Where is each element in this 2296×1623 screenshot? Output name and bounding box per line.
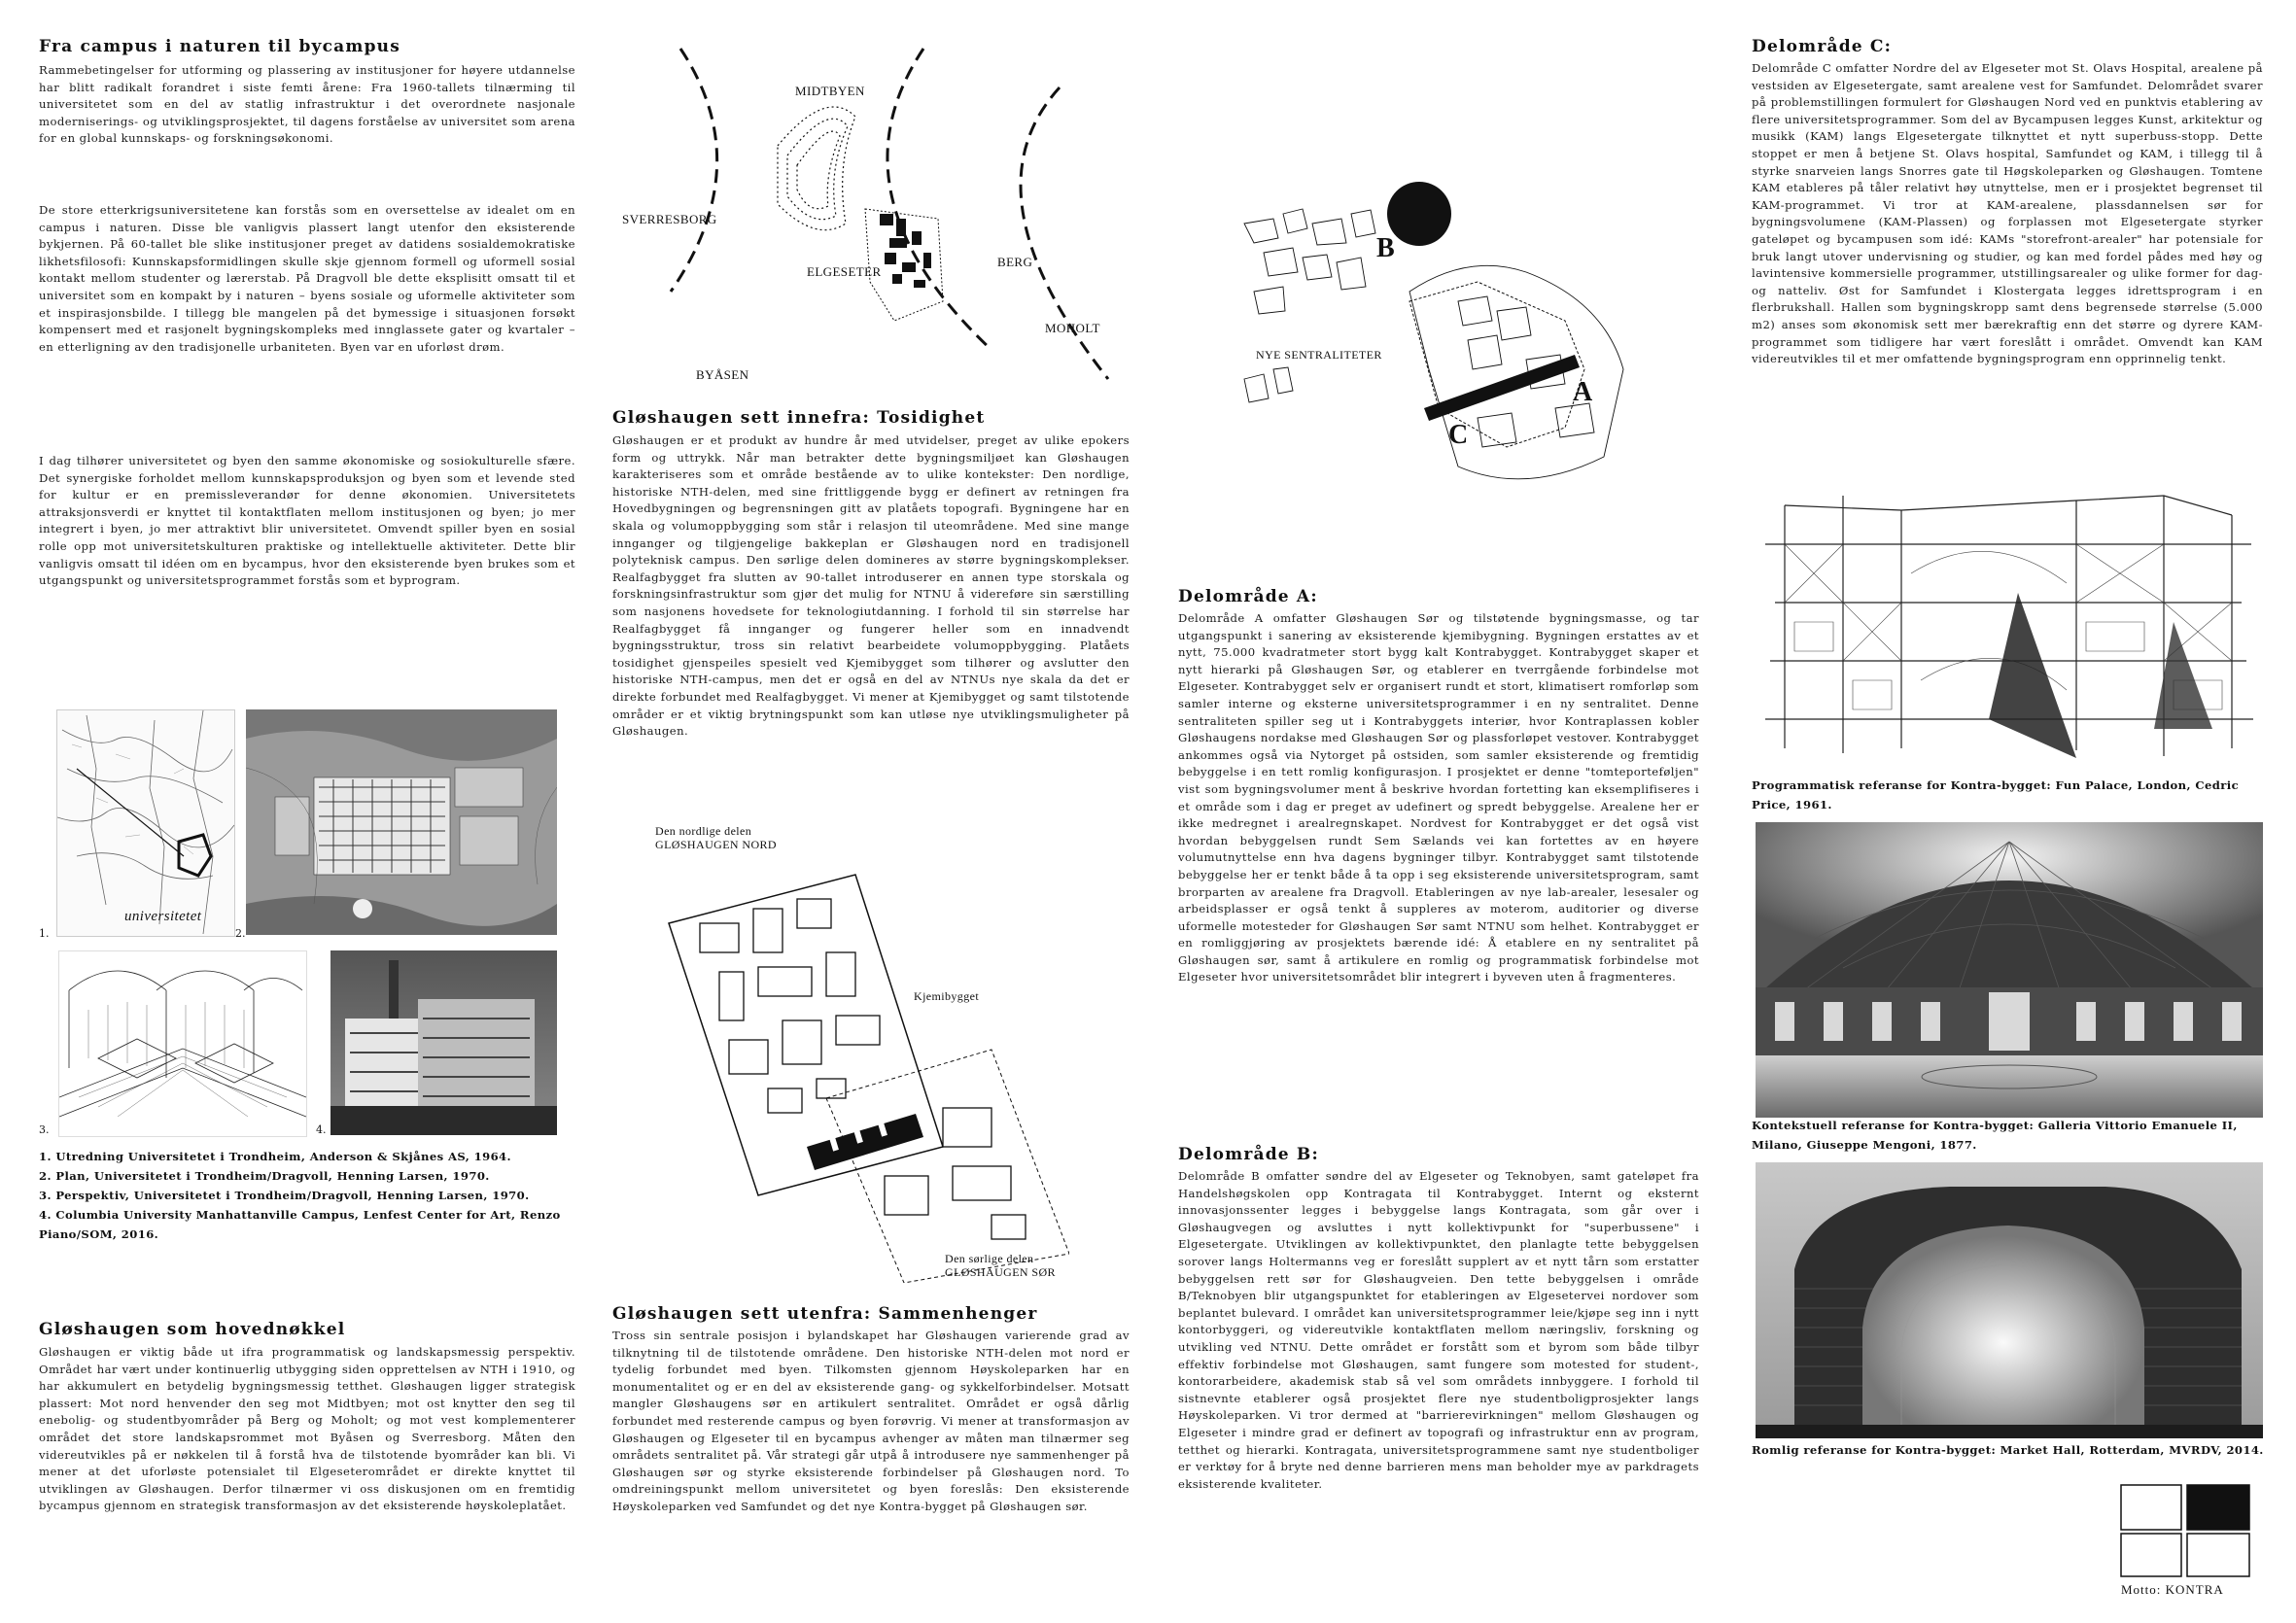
image-number: 2. bbox=[235, 927, 246, 940]
reference-image-galleria bbox=[1756, 822, 2263, 1118]
caption-list bbox=[39, 1147, 583, 1244]
diagram-label-nye-sentraliteter: NYE SENTRALITETER bbox=[1256, 348, 1382, 362]
heading-tosidighet: Gløshaugen sett innefra: Tosidighet bbox=[612, 408, 986, 428]
paragraph: Delområde B omfatter søndre del av Elgeseter og Teknobyen, samt gateløpet fra Handelshøgskolen opp Kontragata til Kontrabygget. Internt og eksternt innovasjonssenter legges i bebyggelse langs Kontragata, som går over i Gløshaugvegen og avsluttes i nytt kollektivpunkt for "superbussene" i Elgesetergate. Utviklingen av kollektivpunktet, den planlagte tette bebyggelsen sorover langs Holtermanns veg er foreslått supplert av et nytt tårn som erstatter bebyggelsen rett sør for Gløshaugveien. Den tette bebyggelsen i område B/Teknobyen blir utgangspunktet for etableringen av Elgesetervei nordover som beplantet bulevard. I området kan universitetsprogrammer leie/kjøpe seg inn i nytt kontorbyggeri, og videreutvikle kontaktflaten mellom næringsliv, forskning og utvikling ved NTNU. Dette området er forstått som et byrom som både tilbyr effektiv forbindelse mot Gløshaugen, samt fungere som motested for student-, kontorarbeidere, akademisk stab så vel som områdets innbyggere. I forhold til sistnevnte etablerer også prosjektet flere nye studentboligprosjekter langs Høyskoleparken. Vi tror dermed at "barrierevirkningen" mellom Gløshaugen og Elgeseter i mindre grad er definert av topografi og infrastruktur enn av program, tetthet og hierarki. Kontragata, universitetsprogrammene samt nye studentboliger er verktøy for å bryte ned denne barrieren mens man beholder mye av parkdragets eksisterende kvaliteter. bbox=[1178, 1169, 1699, 1491]
reference-image-perspective bbox=[58, 950, 307, 1137]
plan-label-south: Den sørlige delen GLØSHAUGEN SØR bbox=[945, 1252, 1056, 1279]
paragraph: Rammebetingelser for utforming og plassering av institusjoner for høyere utdannelse har blitt radikalt forandret i siste femti årene: Fra 1960-tallets tilnærming til universitetet som en del av statlig infrastruktur i det overordnete nasjonale moderniserings- og utviklingsprosjektet, til dagens forståelse av universitet som arena for en global kunnskaps- og forskningsøkonomi. bbox=[39, 63, 575, 146]
plan-label-kjemibygget: Kjemibygget bbox=[914, 989, 980, 1003]
diagram-label-a: A bbox=[1573, 377, 1593, 407]
image-number: 4. bbox=[316, 1123, 327, 1136]
paragraph: Delområde A omfatter Gløshaugen Sør og tilstøtende bygningsmasse, og tar utgangspunkt i sanering av eksisterende kjemibygning. Bygningen erstattes av et nytt, 75.000 kvadratmeter stort bygg kalt Kontrabygget. Kontrabygget skaper et nytt hierarki på Gløshaugen Sør, og etablerer en tverrgående forbindelse mot Elgeseter. Kontrabygget selv er organisert rundt et stort, klimatisert romforløp som samler interne og eksterne universitetsprogrammer i en ny sentralitet. Denne sentraliteten spiller seg ut i Kontrabyggets interiør, hvor Kontraplassen kobler Gløshaugens nordakse med Gløshaugen Sør og plassforløpet vestover. Kontrabygget ankommes også via Nytorget på ostsiden, som samler eksisterende og fremtidig bebyggelse i en tett romlig konfigurasjon. I prosjektet er denne "tomteporteføljen" vist som bygningsvolumer ment å beskrive hvordan fortetting kan eksemplifiseres i et område som i dag er preget av udefinert og spredt bebyggelse. Arealene her er ikke medregnet i arealregnskapet. Nordvest for Kontrabygget er det også vist hvordan bebyggelsen rundt Sem Sælands vei kan fortettes av en høyere volumutnyttelse enn hva dagens bygninger tilbyr. Kontrabygget samt tilstotende bebyggelse her er tenkt både å ta opp i seg eksisterende universitetsprogram, samt brorparten av arealene fra Dragvoll. Etableringen av nye lab-arealer, lesesaler og arbeidsplasser er også tenkt å suppleres av moterom, auditorier og diverse uformelle motesteder for Gløshaugen Sør samt NTNU som helhet. Kontrabygget er en romliggjøring av prosjektets bærende idé: Å etablere en ny sentralitet på Gløshaugen sør, samt å artikulere en romlig og programmatisk forbindelse mot Elgeseter hvor universitetsområdet blir integrert i byveven uten å fragmenteres. bbox=[1178, 611, 1699, 984]
caption: 4. Columbia University Manhattanville Campus, Lenfest Center for Art, Renzo Piano/SOM, 2016. bbox=[39, 1208, 561, 1241]
reference-image-fun-palace bbox=[1756, 486, 2263, 768]
image-number: 3. bbox=[39, 1123, 50, 1136]
heading-campus: Fra campus i naturen til bycampus bbox=[39, 37, 400, 56]
reference-image-site-plan bbox=[246, 709, 557, 935]
heading-delomrade-a: Delområde A: bbox=[1178, 587, 1318, 606]
heading-delomrade-b: Delområde B: bbox=[1178, 1145, 1319, 1164]
map-label-midtbyen: MIDTBYEN bbox=[795, 84, 865, 98]
diagram-label-b: B bbox=[1376, 233, 1396, 263]
heading-sammenhenger: Gløshaugen sett utenfra: Sammenhenger bbox=[612, 1304, 1038, 1324]
new-centralities-diagram bbox=[1235, 175, 1643, 486]
caption: 3. Perspektiv, Universitetet i Trondheim/Dragvoll, Henning Larsen, 1970. bbox=[39, 1189, 530, 1202]
paragraph: Delområde C omfatter Nordre del av Elgeseter mot St. Olavs Hospital, arealene på vestsiden av Elgesetergate, samt arealene vest for Samfundet. Delområdet svarer på problemstillingen formulert for Gløshaugen Nord ved en punktvis etablering av flere universitetsprogrammer. Som del av Bycampusen legges Kunst, arkitektur og musikk (KAM) langs Elgesetergate tilknyttet et nytt superbuss-stopp. Dette stoppet er men å betjene St. Olavs hospital, Samfundet og KAM, i tillegg til å styrke snarveien langs Snorres gate til Høgskoleparken og Gløshaugen. Tomtene KAM etableres på tåler relativt høy utnyttelse, men er i prosjektet begrenset til KAM-programmet. Vi tror at KAM-arealene, plassdannelsen sør for bygningsvolumene (KAM-Plassen) og forplassen mot Elgesetergate styrker gateløpet og bycampusen som idé: KAMs "storefront-arealer" har potensiale for bruk langt utover undervisning og studier, og kan med fordel pådes med høy og lavintensive kommersielle programmer, utstillingsarealer og ulike former for dag- og natteliv. Øst for Samfundet i Klostergata legges idrettsprogram i en flerbrukshall. Hallen som bygningskropp samt dens begrensede størrelse (5.000 m2) anses som økonomisk sett mer bærekraftig enn det større og dyrere KAM-programmet som tidligere har vært foreslått i området. Omvendt kan KAM videreutvikles til et mer omfattende bygningsprogram enn opprinnelig tenkt. bbox=[1752, 61, 2263, 366]
plan-label-north: Den nordlige delen GLØSHAUGEN NORD bbox=[655, 824, 777, 851]
paragraph: Gløshaugen er viktig både ut ifra programmatisk og landskapsmessig perspektiv. Området har vært under kontinuerlig utbygging siden opprettelsen av NTH i 1910, og har akkumulert en betydelig bygningsmessig tetthet. Gløshaugen ligger strategisk plassert: Mot nord henvender den seg mot Midtbyen; mot ost knytter den seg til enebolig- og studentbyområder på Berg og Moholt; og mot vest komplementerer området det store landskapsrommet mot Byåsen og Sverresborg. Måten den videreutvikles på er nøkkelen til å forstå hva de tilstotende byområder kan bli. Vi mener at det uforløste potensialet til Elgeseterområdet er direkte knyttet til utviklingen av Gløshaugen. Derfor tilnærmer vi oss diskusjonen om en fremtidig bycampus gjennom en strategisk transformasjon av det eksisterende høyskoleplatået. bbox=[39, 1345, 575, 1513]
map-label-berg: BERG bbox=[997, 255, 1033, 269]
caption: 1. Utredning Universitetet i Trondheim, Anderson & Skjånes AS, 1964. bbox=[39, 1150, 511, 1163]
map-label-universitetet: universitetet bbox=[124, 909, 202, 924]
image-number: 1. bbox=[39, 927, 50, 940]
caption-galleria: Kontekstuell referanse for Kontra-bygget: Galleria Vittorio Emanuele II, Milano, Giuseppe Mengoni, 1877. bbox=[1752, 1119, 2238, 1152]
paragraph: I dag tilhører universitetet og byen den samme økonomiske og sosiokulturelle sfære. Det synergiske forholdet mellom kunnskapsproduksjon og byen som et levende sted for kultur er en premissleverandør for denne økonomien. Universitetets attraksjonsverdi er knyttet til kontaktflaten mellom institusjonen og byen; jo mer integrert i byen, jo mer attraktivt blir universitetet. Omvendt spiller byen en sosial rolle opp mot universitetskulturen praktiske og intellektuelle aktiviteter. Dette blir vanligvis omsatt til idéen om en bycampus, hvor den eksisterende byen brukes som et utgangspunkt og universitetsprogrammet forstås som et byprogram. bbox=[39, 454, 575, 588]
caption-fun-palace: Programmatisk referanse for Kontra-bygget: Fun Palace, London, Cedric Price, 1961. bbox=[1752, 778, 2240, 812]
paragraph: Gløshaugen er et produkt av hundre år med utvidelser, preget av ulike epokers form og uttrykk. Når man betrakter dette bygningsmiljøet kan Gløshaugen karakteriseres som et område bestående av to ulike kontekster: Den nordlige, historiske NTH-delen, med sine frittliggende bygg er definert av retningen fra Hovedbygningen og begrensningen gitt av platåets topografi. Bygningene har en skala og volumoppbygging som står i relasjon til uteområdene. Med sine mange innganger og tilgjengelige bakkeplan er Gløshaugen nord en tradisjonell polyteknisk campus. Den sørlige delen domineres av større bygningskomplekser. Realfagbygget fra slutten av 90-tallet introduserer en annen type storskala og forskningsinfrastruktur som gjør det mulig for NTNU å videreføre sin særstilling som nasjonens hovedsete for teknologiutdanning. I forhold til sin størrelse har Realfagbygget få innganger og fungerer heller som en innadvendt bygningsstruktur, tross sin relativt bearbeidete volumoppbygging. Platåets tosidighet gjenspeiles spesielt ved Kjemibygget som tilhører og avslutter den historiske NTH-campus, men det er også en del av NTNUs nye skala da det er direkte forbundet med Realfagbygget. Vi mener at Kjemibygget og samt tilstotende områder er et viktig brytningspunkt som kan utløse nye utviklingsmuligheter på Gløshaugen. bbox=[612, 433, 1130, 739]
paragraph: Tross sin sentrale posisjon i bylandskapet har Gløshaugen varierende grad av tilknytning til de tilstotende områdene. Den historiske NTH-delen mot nord er tydelig forbundet med byen. Tilkomsten gjennom Høyskoleparken har en monumentalitet og er en del av eksisterende gang- og sykkelforbindelser. Motsatt mangler Gløshaugens sør en artikulert sentralitet. Området er også dårlig forbundet med resterende campus og byen forøvrig. Vi mener at transformasjon av Gløshaugen og Elgeseter til en bycampus avhenger av måten man tilnærmer seg områdets sentralitet på. Vår strategi går utpå å introdusere nye sammenhenger på Gløshaugen sør og styrke eksisterende forbindelser på Gløshaugen nord. To omdreiningspunkt mellom universitetet og byen foreslås: Den eksisterende Høyskoleparken ved Samfundet og det nye Kontra-bygget på Gløshaugen sør. bbox=[612, 1329, 1130, 1513]
map-label-elgeseter: ELGESETER bbox=[807, 264, 882, 279]
motto-text: Motto: KONTRA bbox=[2121, 1582, 2224, 1597]
diagram-label-c: C bbox=[1448, 420, 1469, 450]
gloshaugen-plan-diagram bbox=[661, 855, 1069, 1283]
caption: 2. Plan, Universitetet i Trondheim/Dragvoll, Henning Larsen, 1970. bbox=[39, 1169, 490, 1183]
map-label-sverresborg: SVERRESBORG bbox=[622, 212, 717, 226]
caption-market-hall: Romlig referanse for Kontra-bygget: Market Hall, Rotterdam, MVRDV, 2014. bbox=[1752, 1443, 2264, 1457]
reference-image-market-hall bbox=[1756, 1162, 2263, 1438]
map-label-byasen: BYÅSEN bbox=[696, 367, 749, 382]
motto-logo bbox=[2119, 1483, 2255, 1580]
reference-image-photo-columbia bbox=[330, 950, 557, 1135]
paragraph: De store etterkrigsuniversitetene kan forstås som en oversettelse av idealet om en campus i naturen. Disse ble vanligvis plassert langt utenfor den eksisterende bykjernen. På 60-tallet ble slike institusjoner preget av datidens sosialdemokratiske likhetsfilosofi: Kunnskapsformidlingen skulle skje gjennom formell og uformell sosial kontakt mellom studenter og lærerstab. På Dragvoll ble dette eksplisitt omsatt til et universitet som en kompakt by i naturen – byens sosiale og uformelle aktiviteter som et inspirasjonsbilde. I tillegg ble mangelen på det bymessige i situasjonen forsøkt kompensert med et rasjonelt bygningskompleks med innglassete gater og kvartaler – en etterligning av den tradisjonelle urbaniteten. Byen var en uforløst drøm. bbox=[39, 203, 575, 354]
heading-delomrade-c: Delområde C: bbox=[1752, 37, 1893, 56]
reference-image-map bbox=[56, 709, 235, 937]
heading-hovednokkel: Gløshaugen som hovednøkkel bbox=[39, 1320, 346, 1339]
map-label-moholt: MOHOLT bbox=[1045, 321, 1100, 335]
